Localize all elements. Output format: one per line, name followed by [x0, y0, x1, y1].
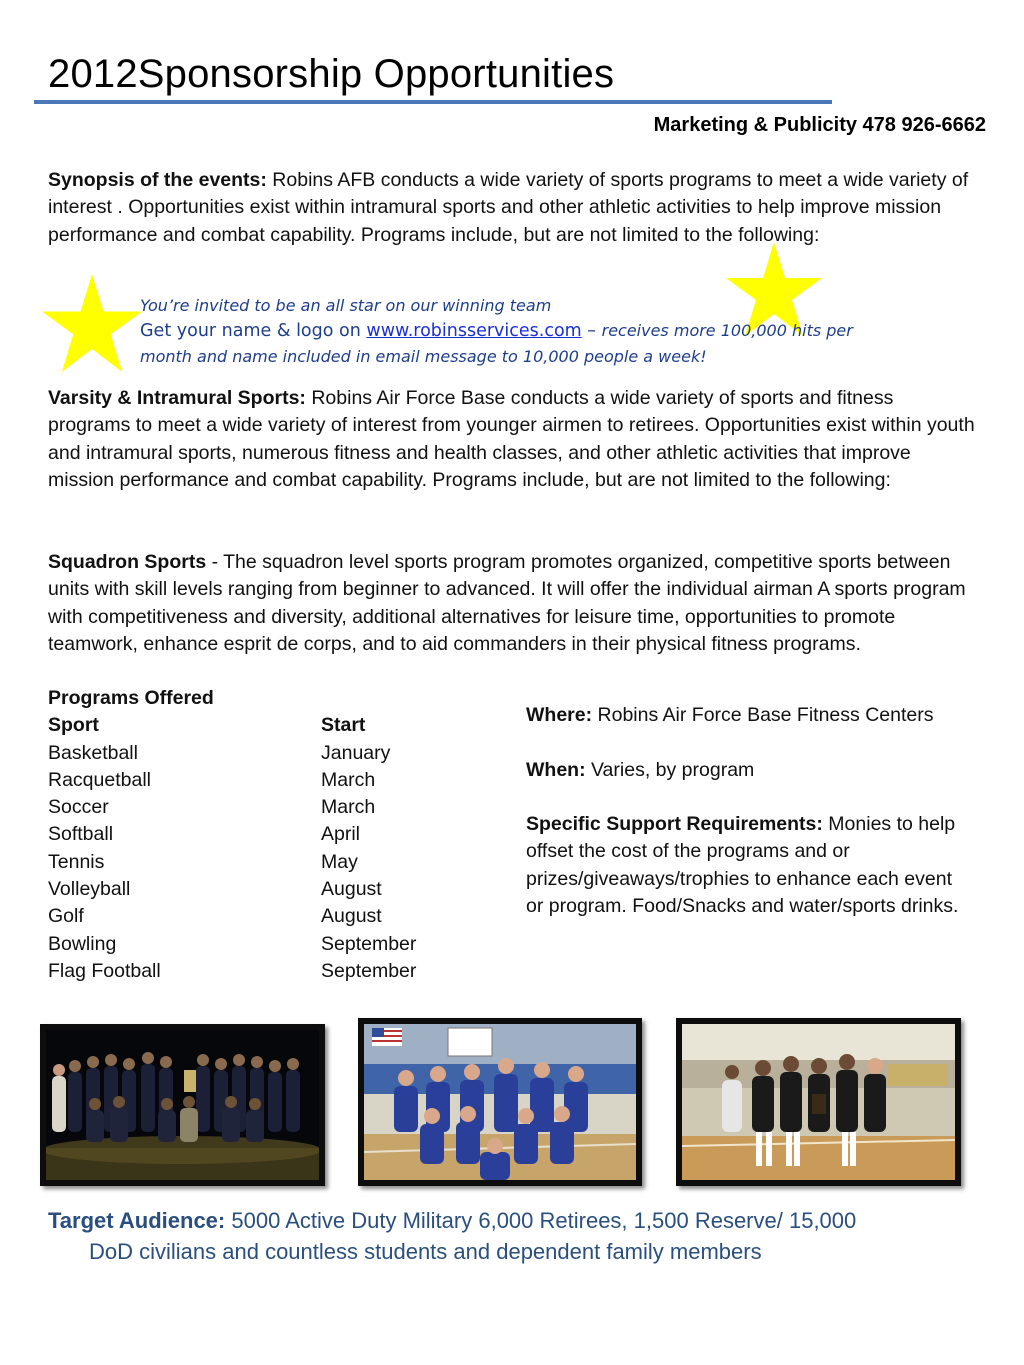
- event-details: [526, 702, 966, 948]
- column-header-start: Start: [321, 714, 366, 737]
- start-cell: April: [321, 823, 361, 846]
- table-row: [48, 876, 416, 903]
- audience-label: Target Audience:: [48, 1208, 226, 1233]
- squadron-paragraph: [48, 549, 978, 658]
- synopsis-text: Robins AFB conducts a wide variety of sports programs to meet a wide variety of interest . Opportunities exist within intramural sports and other athletic activities to help improve mission performance and combat capability. Programs include, but are not limited to the following:: [48, 169, 969, 246]
- sport-cell: Flag Football: [48, 959, 161, 982]
- team-photo-flag-football: [40, 1024, 325, 1186]
- yellow-star-icon: [38, 272, 146, 376]
- when-text: Varies, by program: [585, 758, 755, 781]
- where-text: Robins Air Force Base Fitness Centers: [592, 704, 934, 726]
- start-cell: March: [321, 768, 376, 791]
- programs-section: [48, 685, 416, 985]
- programs-heading: Programs Offered: [48, 687, 214, 709]
- start-cell: August: [321, 905, 382, 928]
- sport-cell: Golf: [48, 905, 84, 928]
- squadron-text: - The squadron level sports program promotes organized, competitive sports between units with skill levels ranging from beginner to advanced. It will offer the individual airman A sports program with competitiveness and diversity, additional alternatives for leisure time, opportunities to promote teamwork, enhance esprit de corps, and to aid commanders in their physical fitness programs.: [48, 551, 966, 655]
- contact-line: Marketing & Publicity 478 926-6662: [653, 114, 986, 136]
- start-cell: August: [321, 878, 382, 901]
- team-photo-volleyball: [358, 1018, 642, 1186]
- when-label: When:: [526, 758, 586, 781]
- sport-cell: Soccer: [48, 796, 109, 819]
- table-row: [48, 821, 416, 848]
- start-cell: March: [321, 796, 376, 819]
- start-cell: September: [321, 959, 417, 982]
- synopsis-paragraph: [48, 167, 978, 249]
- squadron-label: Squadron Sports: [48, 551, 207, 573]
- start-cell: May: [321, 850, 358, 873]
- sport-cell: Volleyball: [48, 878, 131, 901]
- when-line: [526, 757, 966, 784]
- audience-text-1: 5000 Active Duty Military 6,000 Retirees, 1,500 Reserve/ 15,000: [225, 1208, 857, 1233]
- sport-cell: Basketball: [48, 741, 138, 764]
- table-row: [48, 931, 416, 958]
- varsity-text: Robins Air Force Base conducts a wide variety of sports and fitness programs to meet a wide variety of interest from younger airmen to retirees. Opportunities exist within youth and intramural sports, numerous fitness and health classes, and other athletic activities that improve mission performance and combat capability. Programs include, but are not limited to the following:: [48, 387, 975, 491]
- promo-line-2: [140, 318, 930, 344]
- sport-cell: Bowling: [48, 932, 117, 955]
- audience-line-1: [48, 1205, 978, 1236]
- where-label: Where:: [526, 704, 593, 726]
- sport-cell: Racquetball: [48, 768, 151, 791]
- promo-dash: –: [581, 321, 602, 341]
- title-underline: [34, 100, 832, 104]
- table-row: [48, 740, 416, 767]
- table-row: [48, 958, 416, 985]
- target-audience: [48, 1205, 978, 1267]
- promo-line-1: You’re invited to be an all star on our winning team: [140, 296, 552, 315]
- table-row: [48, 767, 416, 794]
- promo-line-3: month and name included in email message to 10,000 people a week!: [140, 347, 707, 366]
- website-link[interactable]: www.robinsservices.com: [366, 321, 582, 341]
- sport-cell: Softball: [48, 823, 114, 846]
- support-label: Specific Support Requirements:: [526, 813, 823, 836]
- column-header-sport: Sport: [48, 714, 99, 737]
- team-photo-basketball: [676, 1018, 961, 1186]
- audience-line-2: DoD civilians and countless students and dependent family members: [89, 1239, 762, 1264]
- page-title: 2012Sponsorship Opportunities: [48, 52, 615, 96]
- varsity-label: Varsity & Intramural Sports:: [48, 387, 306, 409]
- table-row: [48, 903, 416, 930]
- sport-cell: Tennis: [48, 850, 105, 873]
- where-line: [526, 702, 966, 729]
- support-line: [526, 811, 966, 920]
- table-row: [48, 849, 416, 876]
- programs-table: [48, 712, 416, 985]
- table-row: [48, 794, 416, 821]
- promo-block: [140, 293, 930, 369]
- support-text: Monies to help offset the cost of the programs and or prizes/giveaways/trophies to enhance each event or program. Food/Snacks and water/sports drinks.: [526, 813, 959, 918]
- start-cell: September: [321, 932, 417, 955]
- varsity-paragraph: [48, 385, 978, 494]
- promo-suffix: receives more 100,000 hits per: [601, 321, 853, 340]
- promo-prefix: Get your name & logo on: [140, 321, 367, 341]
- start-cell: January: [321, 741, 391, 764]
- programs-header-row: [48, 712, 416, 739]
- synopsis-label: Synopsis of the events:: [48, 169, 267, 191]
